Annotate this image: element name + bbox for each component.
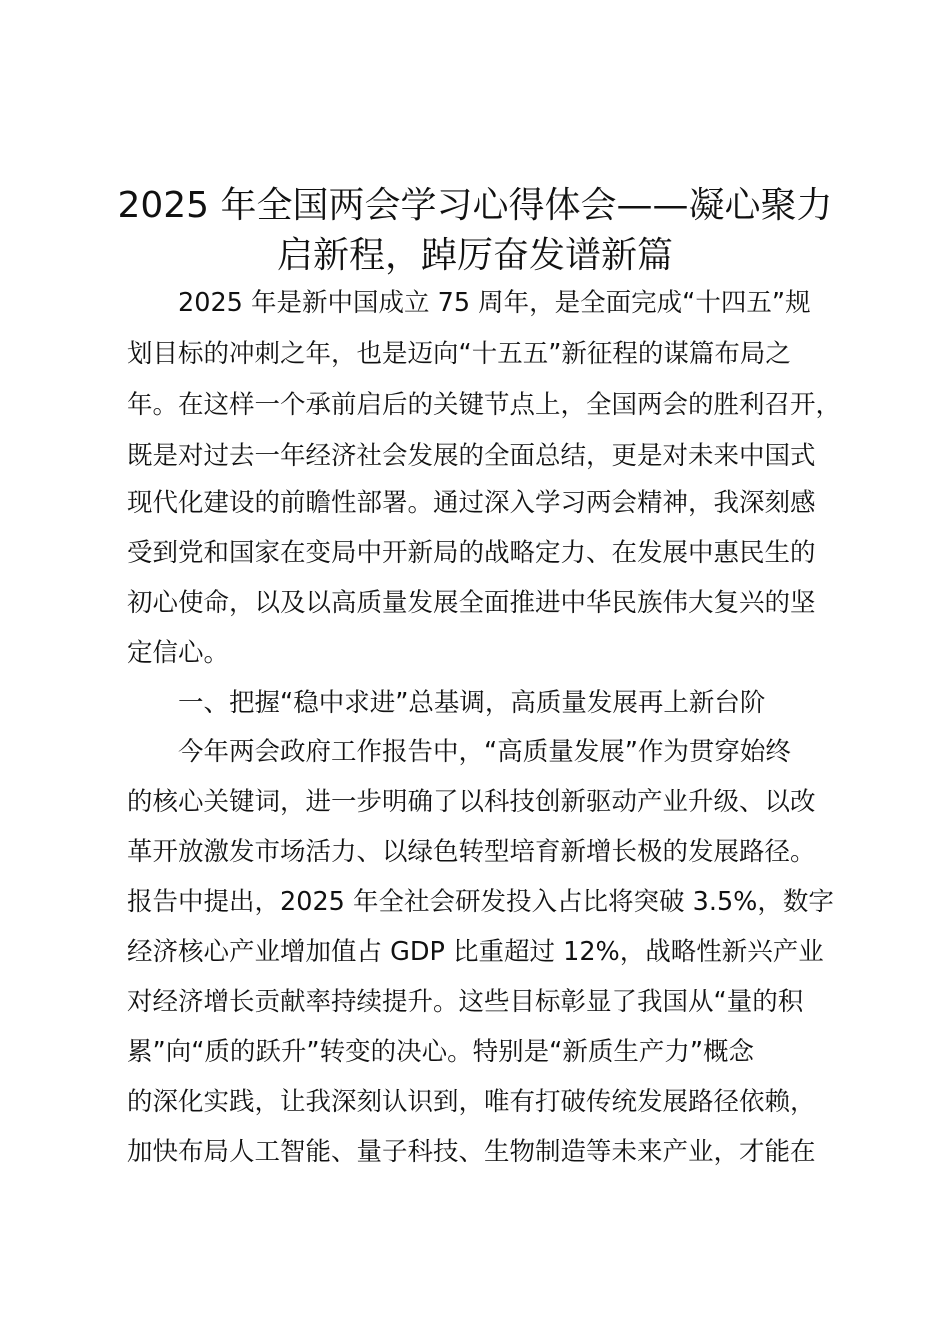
paragraph-1-line-7: 初心使命，以及以高质量发展全面推进中华民族伟大复兴的坚 xyxy=(127,588,816,618)
paragraph-1-line-8: 定信心。 xyxy=(127,638,230,668)
paragraph-1-line-3: 年。在这样一个承前启后的关键节点上，全国两会的胜利召开， xyxy=(127,390,842,420)
paragraph-2-line-2: 的核心关键词，进一步明确了以科技创新驱动产业升级、以改 xyxy=(127,787,816,817)
paragraph-1-line-2: 划目标的冲刺之年，也是迈向“十五五”新征程的谋篇布局之 xyxy=(127,339,791,369)
paragraph-1-line-5: 现代化建设的前瞻性部署。通过深入学习两会精神，我深刻感 xyxy=(127,488,816,518)
paragraph-2-line-9: 加快布局人工智能、量子科技、生物制造等未来产业，才能在 xyxy=(127,1137,816,1167)
document-title-line-1: 2025 年全国两会学习心得体会——凝心聚力 xyxy=(117,185,833,226)
paragraph-2-line-4: 报告中提出，2025 年全社会研发投入占比将突破 3.5%，数字 xyxy=(127,887,834,917)
paragraph-1-line-1: 2025 年是新中国成立 75 周年，是全面完成“十四五”规 xyxy=(178,288,811,318)
paragraph-2-line-8: 的深化实践，让我深刻认识到，唯有打破传统发展路径依赖， xyxy=(127,1087,816,1117)
document-title-line-2: 启新程，踔厉奋发谱新篇 xyxy=(276,235,673,276)
paragraph-2-line-3: 革开放激发市场活力、以绿色转型培育新增长极的发展路径。 xyxy=(127,837,816,867)
section-heading-1: 一、把握“稳中求进”总基调，高质量发展再上新台阶 xyxy=(178,688,766,718)
paragraph-2-line-6: 对经济增长贡献率持续提升。这些目标彰显了我国从“量的积 xyxy=(127,987,804,1017)
paragraph-1-line-6: 受到党和国家在变局中开新局的战略定力、在发展中惠民生的 xyxy=(127,538,816,568)
paragraph-1-line-4: 既是对过去一年经济社会发展的全面总结，更是对未来中国式 xyxy=(127,441,816,471)
paragraph-2-line-7: 累”向“质的跃升”转变的决心。特别是“新质生产力”概念 xyxy=(127,1037,755,1067)
paragraph-2-line-1: 今年两会政府工作报告中，“高质量发展”作为贯穿始终 xyxy=(178,737,791,767)
paragraph-2-line-5: 经济核心产业增加值占 GDP 比重超过 12%，战略性新兴产业 xyxy=(127,937,824,967)
